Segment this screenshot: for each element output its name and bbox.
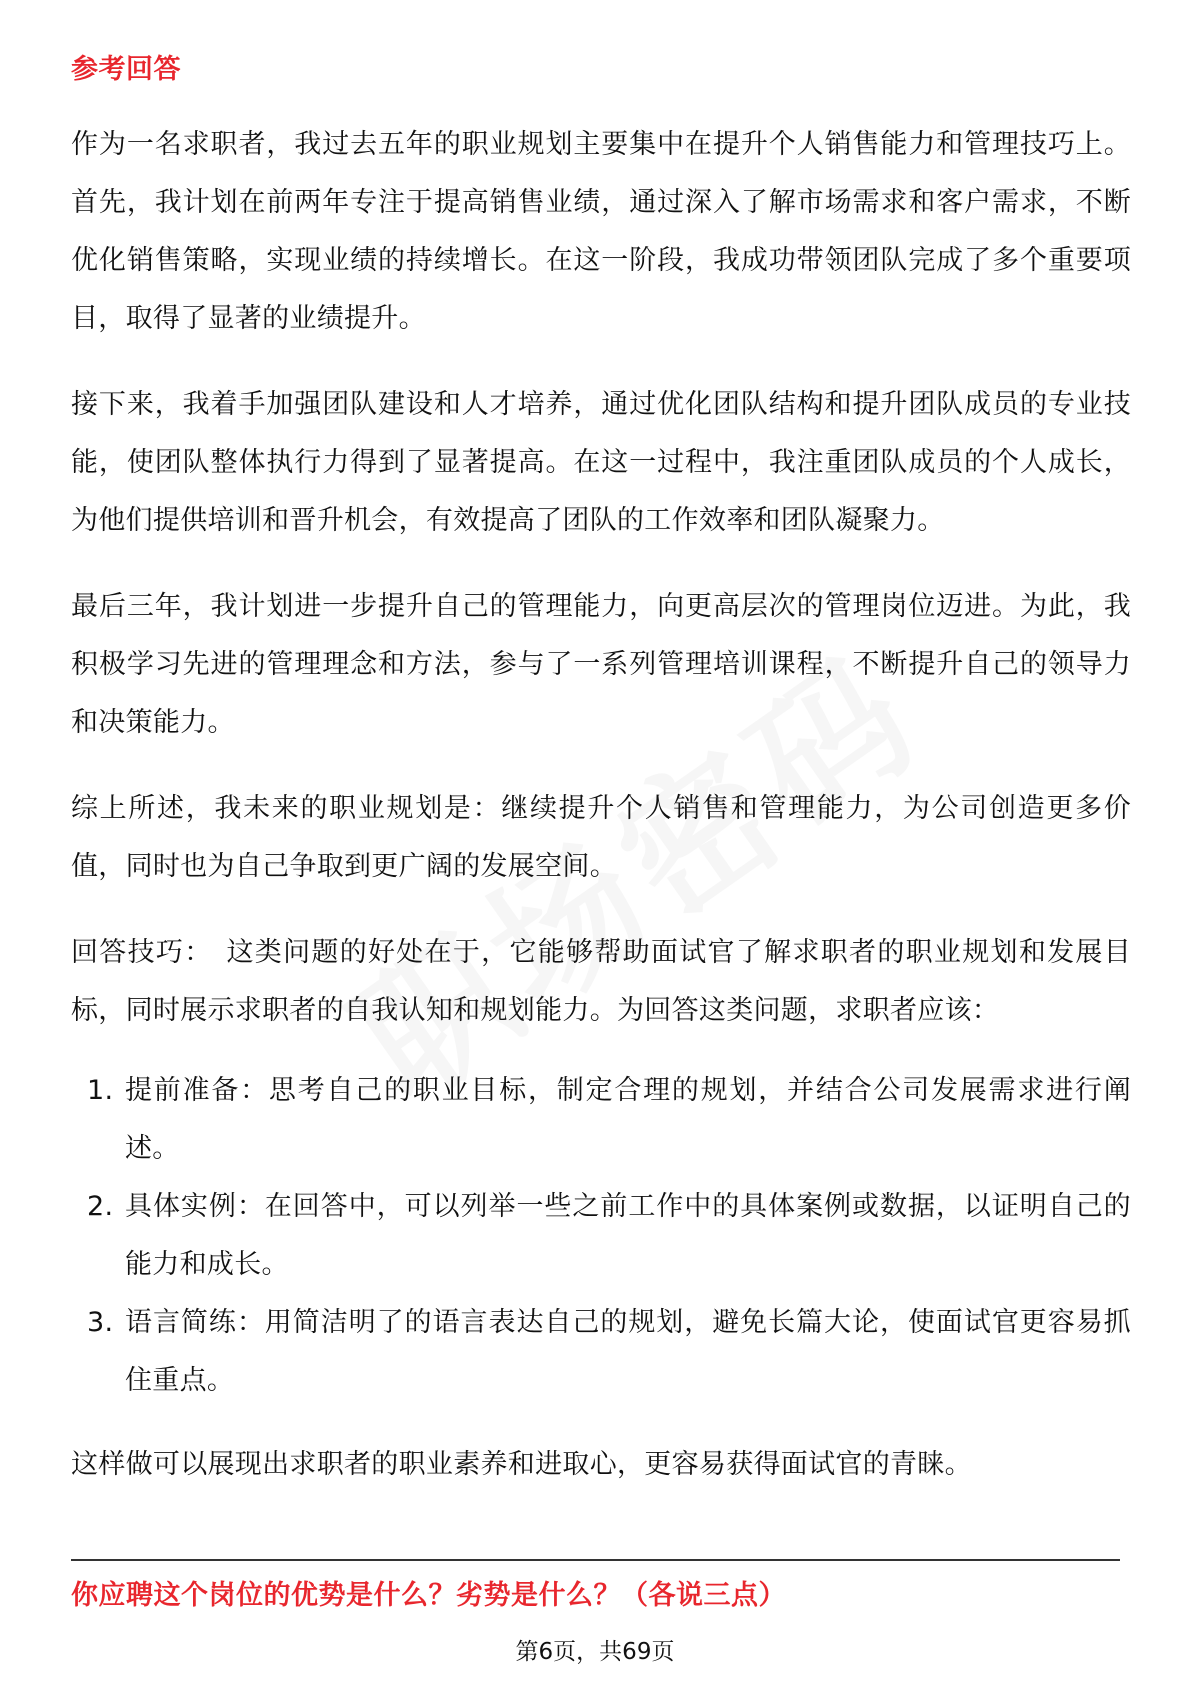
list-item-text: 具体实例：在回答中，可以列举一些之前工作中的具体案例或数据，以证明自己的能力和成长。 — [125, 1191, 1131, 1280]
paragraph-3: 最后三年，我计划进一步提升自己的管理能力，向更高层次的管理岗位迈进。为此，我积极学习先进的管理理念和方法，参与了一系列管理培训课程，不断提升自己的领导力和决策能力。 — [71, 591, 1131, 738]
list-number: 2. — [87, 1191, 114, 1222]
divider — [71, 1559, 1120, 1561]
paragraph-2: 接下来，我着手加强团队建设和人才培养，通过优化团队结构和提升团队成员的专业技能，使团队整体执行力得到了显著提高。在这一过程中，我注重团队成员的个人成长，为他们提供培训和晋升机会，有效提高了团队的工作效率和团队凝聚力。 — [71, 389, 1131, 536]
paragraph-1: 作为一名求职者，我过去五年的职业规划主要集中在提升个人销售能力和管理技巧上。首先，我计划在前两年专注于提高销售业绩，通过深入了解市场需求和客户需求，不断优化销售策略，实现业绩的持续增长。在这一阶段，我成功带领团队完成了多个重要项目，取得了显著的业绩提升。 — [71, 129, 1131, 334]
list-number: 1. — [87, 1075, 114, 1106]
list-item-text: 语言简练：用简洁明了的语言表达自己的规划，避免长篇大论，使面试官更容易抓住重点。 — [125, 1307, 1131, 1396]
list-item — [71, 1294, 1131, 1410]
list-number: 3. — [87, 1307, 114, 1338]
closing-paragraph: 这样做可以展现出求职者的职业素养和进取心，更容易获得面试官的青睐。 — [71, 1449, 972, 1480]
tips-text: 这类问题的好处在于，它能够帮助面试官了解求职者的职业规划和发展目标，同时展示求职者的自我认知和规划能力。为回答这类问题，求职者应该： — [71, 937, 1132, 1026]
next-question-heading: 你应聘这个岗位的优势是什么？劣势是什么？（各说三点） — [71, 1580, 786, 1611]
section-heading: 参考回答 — [71, 54, 181, 85]
tips-paragraph — [71, 924, 1131, 1040]
tips-list — [71, 1062, 1131, 1410]
page-number: 第6页，共69页 — [515, 1639, 675, 1665]
list-item — [71, 1178, 1131, 1294]
paragraph-4: 综上所述，我未来的职业规划是：继续提升个人销售和管理能力，为公司创造更多价值，同时也为自己争取到更广阔的发展空间。 — [71, 793, 1131, 882]
answer-body — [71, 116, 1131, 1522]
list-item — [71, 1062, 1131, 1178]
list-item-text: 提前准备：思考自己的职业目标，制定合理的规划，并结合公司发展需求进行阐述。 — [125, 1075, 1131, 1164]
tips-label: 回答技巧： — [71, 937, 213, 968]
